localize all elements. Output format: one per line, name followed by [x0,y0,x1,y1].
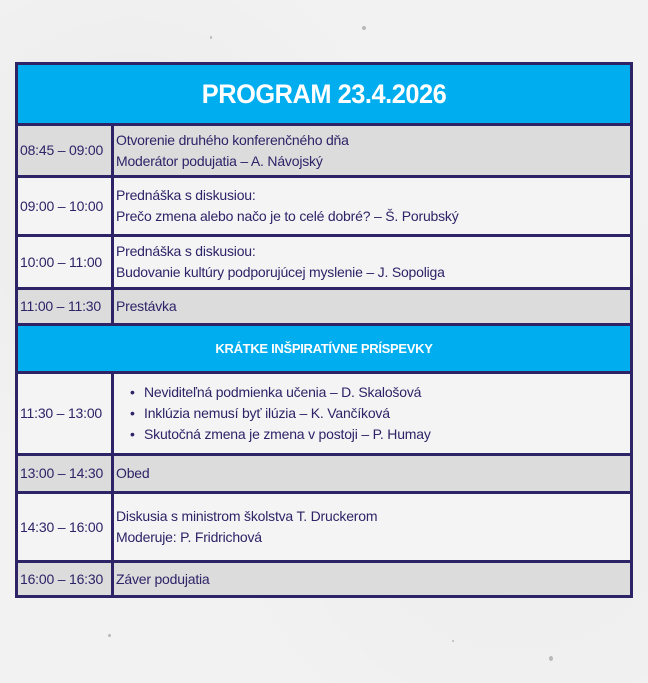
program-title-bar [18,65,630,123]
program-title: PROGRAM 23.4.2026 [201,78,447,109]
session-title: Diskusia s ministrom školstva T. Druckerom [116,508,378,524]
paper-speck [210,36,212,39]
paper-speck [362,26,366,30]
time-cell: 16:00 – 16:30 [18,563,111,595]
time-cell: 08:45 – 09:00 [18,126,111,175]
content-cell [114,290,630,323]
content-cell [114,456,630,491]
content-cell [114,563,630,595]
session-title: Prednáška s diskusiou: [116,243,256,259]
session-detail: Moderuje: P. Fridrichová [116,529,262,545]
content-cell [114,126,630,175]
session-title: Obed [116,465,150,481]
session-title: Prednáška s diskusiou: [116,187,256,203]
section-subheader [18,326,630,371]
table-row [18,374,630,453]
paper-speck [108,634,111,637]
session-title: Prestávka [116,298,177,314]
paper-speck [549,656,553,661]
time-cell: 11:00 – 11:30 [18,290,111,323]
session-detail: Budovanie kultúry podporujúcej myslenie – J. Sopoliga [116,264,445,280]
list-item: • Inklúzia nemusí byť ilúzia – K. Vančíková [130,403,630,424]
content-cell [114,374,630,453]
table-row [18,456,630,491]
table-row [18,494,630,560]
content-cell [114,178,630,234]
session-detail: Moderátor podujatia – A. Návojský [116,152,323,169]
time-cell: 09:00 – 10:00 [18,178,111,234]
table-row [18,563,630,595]
table-row [18,178,630,234]
time-cell: 13:00 – 14:30 [18,456,111,491]
table-row [18,290,630,323]
section-subheader-text: KRÁTKE INŠPIRATÍVNE PRÍSPEVKY [215,341,433,356]
content-cell [114,494,630,560]
time-cell: 11:30 – 13:00 [18,374,111,453]
list-item: • Skutočná zmena je zmena v postoji – P. Humay [130,424,630,445]
talk-list [116,382,630,445]
list-item: • Neviditeľná podmienka učenia – D. Skalošová [130,382,630,403]
time-cell: 10:00 – 11:00 [18,237,111,287]
session-detail: Prečo zmena alebo načo je to celé dobré? – Š. Porubský [116,208,459,224]
content-cell [114,237,630,287]
paper-speck [452,640,454,642]
table-row [18,237,630,287]
program-table [15,62,633,598]
session-title: Otvorenie druhého konferenčného dňa [116,131,349,148]
table-row [18,126,630,175]
session-title: Záver podujatia [116,570,210,587]
time-cell: 14:30 – 16:00 [18,494,111,560]
